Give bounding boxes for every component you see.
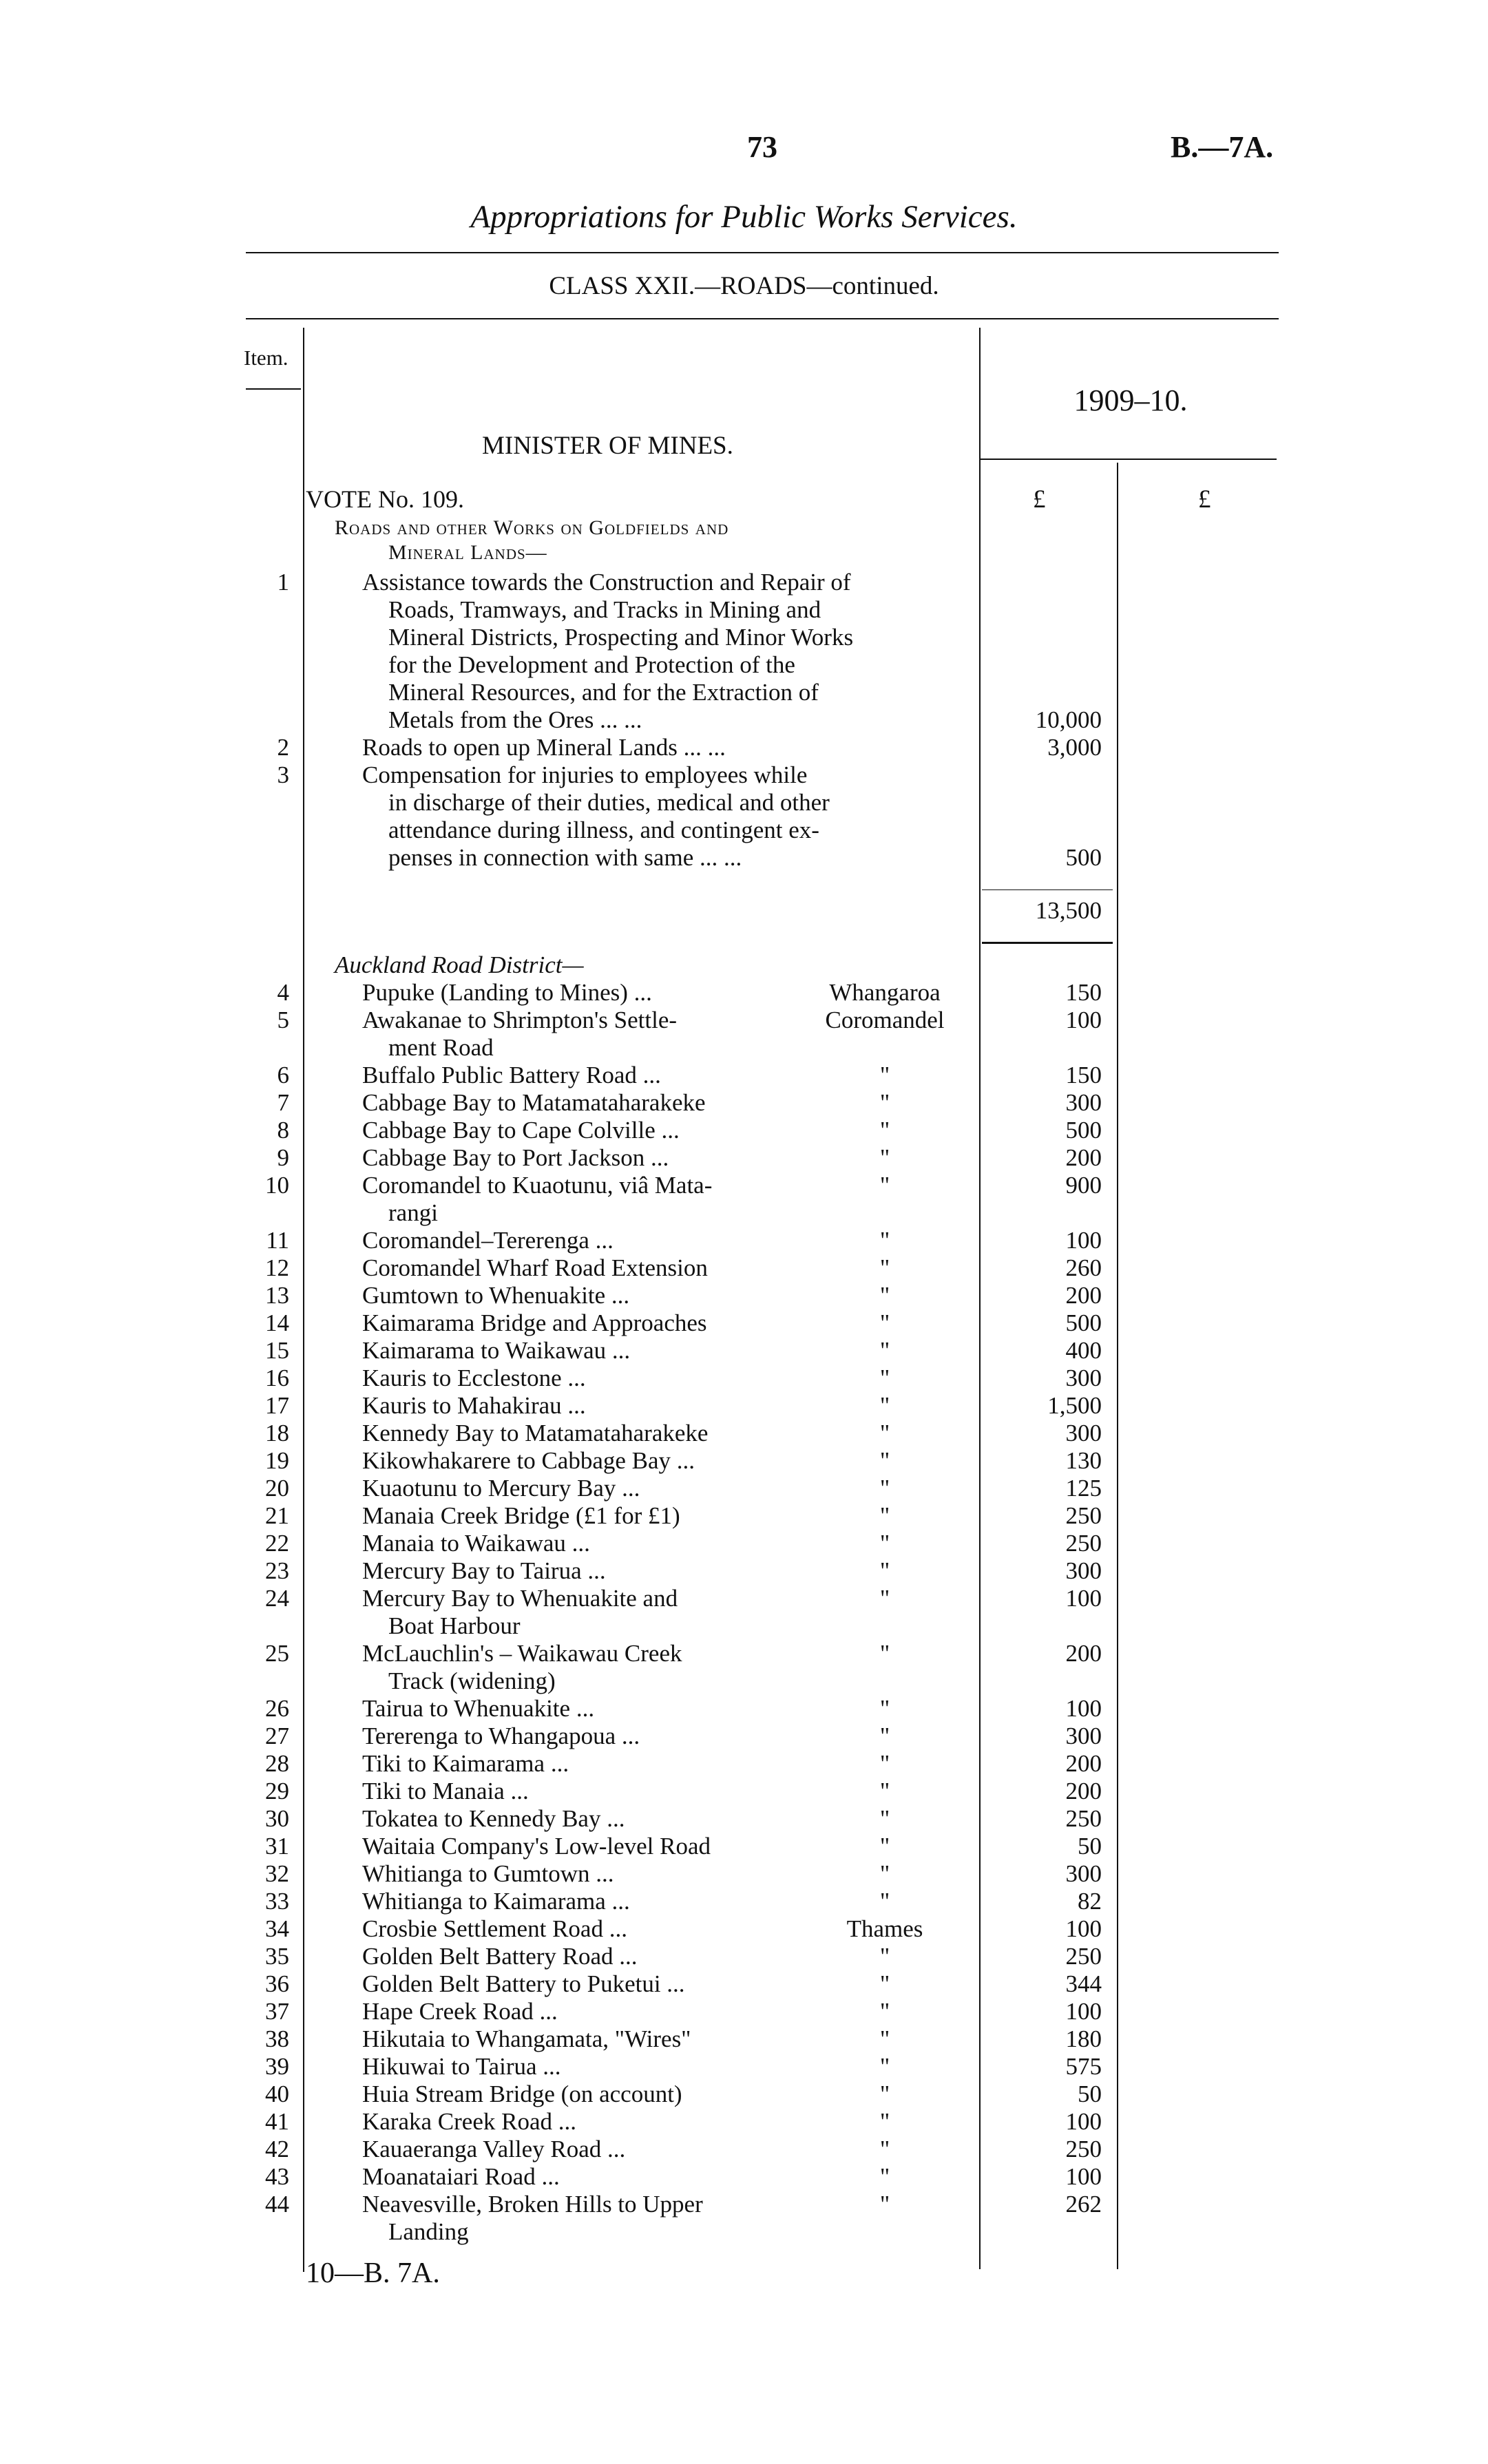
row-amount: 300 xyxy=(1065,1723,1102,1749)
row-description-continued: ment Road xyxy=(388,1034,494,1061)
year-header-rule xyxy=(981,459,1277,460)
vote-item-text-line: Assistance towards the Construction and Repair of xyxy=(362,569,851,596)
row-item-number: 23 xyxy=(265,1557,289,1584)
row-amount: 575 xyxy=(1065,2053,1102,2080)
row-district: " xyxy=(879,2053,890,2080)
row-description: Whitianga to Gumtown ... xyxy=(362,1860,614,1887)
row-amount: 344 xyxy=(1065,1970,1102,1997)
footer-signature: 10—B. 7A. xyxy=(306,2257,440,2289)
row-district: " xyxy=(879,1254,890,1281)
district-heading: Auckland Road District— xyxy=(335,951,584,978)
vote-item-text-line: penses in connection with same ... ... xyxy=(388,844,742,871)
row-district: " xyxy=(879,1805,890,1832)
row-district: " xyxy=(879,1227,890,1254)
row-description: Kaimarama Bridge and Approaches xyxy=(362,1309,707,1336)
row-amount: 150 xyxy=(1065,1062,1102,1088)
row-description: Tererenga to Whangapoua ... xyxy=(362,1723,640,1749)
row-amount: 200 xyxy=(1065,1144,1102,1171)
row-description: Golden Belt Battery to Puketui ... xyxy=(362,1970,685,1997)
page-title: Appropriations for Public Works Services. xyxy=(470,199,1018,235)
row-district: " xyxy=(879,1557,890,1584)
row-district: " xyxy=(879,1144,890,1171)
row-item-number: 41 xyxy=(265,2108,289,2135)
row-item-number: 4 xyxy=(277,979,289,1006)
row-item-number: 38 xyxy=(265,2025,289,2052)
row-description: Hape Creek Road ... xyxy=(362,1998,558,2025)
row-item-number: 30 xyxy=(265,1805,289,1832)
vote-heading-line-1: Roads and other Works on Goldfields and xyxy=(335,516,729,539)
row-amount: 300 xyxy=(1065,1365,1102,1391)
row-description: Kuaotunu to Mercury Bay ... xyxy=(362,1475,640,1502)
row-amount: 100 xyxy=(1065,1585,1102,1612)
row-item-number: 20 xyxy=(265,1475,289,1502)
row-item-number: 6 xyxy=(277,1062,289,1088)
row-description: Tairua to Whenuakite ... xyxy=(362,1695,595,1722)
vote-item-number: 2 xyxy=(277,734,289,761)
row-description-continued: Boat Harbour xyxy=(388,1612,521,1639)
row-item-number: 29 xyxy=(265,1778,289,1804)
row-description: Tiki to Kaimarama ... xyxy=(362,1750,569,1777)
row-district: " xyxy=(879,1970,890,1997)
row-amount: 200 xyxy=(1065,1750,1102,1777)
vote-item-text-line: Mineral Districts, Prospecting and Minor Works xyxy=(388,624,854,651)
row-district: " xyxy=(879,1640,890,1667)
row-description: Huia Stream Bridge (on account) xyxy=(362,2081,682,2107)
row-amount: 250 xyxy=(1065,1530,1102,1557)
row-description: Tokatea to Kennedy Bay ... xyxy=(362,1805,625,1832)
row-district: " xyxy=(879,1309,890,1336)
class-title: CLASS XXII.—ROADS—continued. xyxy=(549,272,939,300)
row-description: Coromandel–Tererenga ... xyxy=(362,1227,614,1254)
row-district: " xyxy=(879,1172,890,1199)
row-district: " xyxy=(879,1888,890,1915)
row-district: Whangaroa xyxy=(829,979,941,1006)
vote-item-amount: 500 xyxy=(1065,844,1102,871)
row-district: " xyxy=(879,1502,890,1529)
row-amount: 250 xyxy=(1065,1943,1102,1970)
vote-item-text-line: Roads to open up Mineral Lands ... ... xyxy=(362,734,726,761)
currency-label-2: £ xyxy=(1198,485,1211,514)
row-amount: 100 xyxy=(1065,1915,1102,1942)
row-district: Coromandel xyxy=(825,1007,945,1033)
row-description: Cabbage Bay to Cape Colville ... xyxy=(362,1117,680,1144)
row-district: " xyxy=(879,1447,890,1474)
row-item-number: 12 xyxy=(265,1254,289,1281)
row-item-number: 37 xyxy=(265,1998,289,2025)
vote-total: 13,500 xyxy=(1035,897,1102,924)
row-description: Coromandel Wharf Road Extension xyxy=(362,1254,708,1281)
row-amount: 200 xyxy=(1065,1778,1102,1804)
row-item-number: 22 xyxy=(265,1530,289,1557)
row-description: Kauris to Ecclestone ... xyxy=(362,1365,586,1391)
vote-item-text-line: for the Development and Protection of the xyxy=(388,651,795,678)
row-district: Thames xyxy=(846,1915,923,1942)
row-item-number: 31 xyxy=(265,1833,289,1860)
row-amount: 300 xyxy=(1065,1420,1102,1446)
row-amount: 260 xyxy=(1065,1254,1102,1281)
row-description: Kaimarama to Waikawau ... xyxy=(362,1337,631,1364)
row-description: Kikowhakarere to Cabbage Bay ... xyxy=(362,1447,695,1474)
row-item-number: 24 xyxy=(265,1585,289,1612)
vote-item-text-line: Mineral Resources, and for the Extraction of xyxy=(388,679,819,706)
row-district: " xyxy=(879,1337,890,1364)
row-amount: 500 xyxy=(1065,1117,1102,1144)
row-description: Kauris to Mahakirau ... xyxy=(362,1392,586,1419)
row-item-number: 43 xyxy=(265,2163,289,2190)
row-amount: 100 xyxy=(1065,2163,1102,2190)
row-district: " xyxy=(879,1943,890,1970)
row-item-number: 16 xyxy=(265,1365,289,1391)
row-amount: 50 xyxy=(1078,1833,1102,1860)
row-district: " xyxy=(879,1420,890,1446)
row-district: " xyxy=(879,1365,890,1391)
row-item-number: 19 xyxy=(265,1447,289,1474)
row-description-continued: rangi xyxy=(388,1199,438,1226)
row-amount: 150 xyxy=(1065,979,1102,1006)
vote-heading-line-2: Mineral Lands— xyxy=(388,541,547,564)
title-rule xyxy=(246,252,1279,253)
row-district: " xyxy=(879,1778,890,1804)
row-item-number: 18 xyxy=(265,1420,289,1446)
row-item-number: 27 xyxy=(265,1723,289,1749)
row-description: Tiki to Manaia ... xyxy=(362,1778,529,1804)
row-description: Crosbie Settlement Road ... xyxy=(362,1915,627,1942)
row-item-number: 10 xyxy=(265,1172,289,1199)
row-item-number: 17 xyxy=(265,1392,289,1419)
row-amount: 250 xyxy=(1065,1805,1102,1832)
row-description: Mercury Bay to Whenuakite and xyxy=(362,1585,678,1612)
row-description: Cabbage Bay to Port Jackson ... xyxy=(362,1144,669,1171)
row-amount: 130 xyxy=(1065,1447,1102,1474)
row-item-number: 14 xyxy=(265,1309,289,1336)
row-district: " xyxy=(879,1998,890,2025)
row-item-number: 39 xyxy=(265,2053,289,2080)
row-item-number: 42 xyxy=(265,2136,289,2162)
row-district: " xyxy=(879,1062,890,1088)
vote-item-text-line: Roads, Tramways, and Tracks in Mining and xyxy=(388,596,821,623)
row-description: Buffalo Public Battery Road ... xyxy=(362,1062,661,1088)
row-amount: 250 xyxy=(1065,1502,1102,1529)
row-item-number: 15 xyxy=(265,1337,289,1364)
row-item-number: 34 xyxy=(265,1915,289,1942)
row-district: " xyxy=(879,2108,890,2135)
row-description-continued: Track (widening) xyxy=(388,1667,556,1694)
row-district: " xyxy=(879,1530,890,1557)
row-description: Pupuke (Landing to Mines) ... xyxy=(362,979,652,1006)
vote-item-amount: 10,000 xyxy=(1035,706,1102,733)
row-amount: 100 xyxy=(1065,1695,1102,1722)
row-district: " xyxy=(879,1695,890,1722)
vote-number: VOTE No. 109. xyxy=(306,485,464,513)
row-amount: 300 xyxy=(1065,1860,1102,1887)
row-item-number: 33 xyxy=(265,1888,289,1915)
minister-heading: MINISTER OF MINES. xyxy=(482,432,733,460)
row-description: Whitianga to Kaimarama ... xyxy=(362,1888,630,1915)
row-description: Cabbage Bay to Matamataharakeke xyxy=(362,1089,706,1116)
currency-label-1: £ xyxy=(1033,485,1046,514)
vote-item-text-line: attendance during illness, and contingent ex- xyxy=(388,817,819,843)
row-district: " xyxy=(879,1117,890,1144)
vote-item-text-line: Metals from the Ores ... ... xyxy=(388,706,642,733)
row-description: Waitaia Company's Low-level Road xyxy=(362,1833,711,1860)
page-number: 73 xyxy=(747,130,777,164)
row-description: Golden Belt Battery Road ... xyxy=(362,1943,638,1970)
row-item-number: 5 xyxy=(277,1007,289,1033)
row-amount: 500 xyxy=(1065,1309,1102,1336)
row-amount: 300 xyxy=(1065,1557,1102,1584)
row-amount: 200 xyxy=(1065,1282,1102,1309)
row-amount: 262 xyxy=(1065,2191,1102,2218)
row-district: " xyxy=(879,1392,890,1419)
row-amount: 400 xyxy=(1065,1337,1102,1364)
item-column-divider xyxy=(303,328,304,2272)
row-district: " xyxy=(879,2136,890,2162)
vote-item-text-line: Compensation for injuries to employees while xyxy=(362,761,808,788)
subtotal-rule-top xyxy=(982,889,1113,890)
row-amount: 900 xyxy=(1065,1172,1102,1199)
row-description: Kennedy Bay to Matamataharakeke xyxy=(362,1420,709,1446)
row-item-number: 32 xyxy=(265,1860,289,1887)
row-item-number: 9 xyxy=(277,1144,289,1171)
row-item-number: 40 xyxy=(265,2081,289,2107)
row-description: Kauaeranga Valley Road ... xyxy=(362,2136,626,2162)
row-description: Hikutaia to Whangamata, "Wires" xyxy=(362,2025,691,2052)
row-district: " xyxy=(879,2081,890,2107)
row-item-number: 28 xyxy=(265,1750,289,1777)
row-description: Gumtown to Whenuakite ... xyxy=(362,1282,630,1309)
row-item-number: 25 xyxy=(265,1640,289,1667)
row-item-number: 7 xyxy=(277,1089,289,1116)
row-district: " xyxy=(879,2163,890,2190)
vote-item-amount: 3,000 xyxy=(1047,734,1102,761)
vote-item-text-line: in discharge of their duties, medical and other xyxy=(388,789,830,816)
row-amount: 50 xyxy=(1078,2081,1102,2107)
row-district: " xyxy=(879,1475,890,1502)
row-description: Moanataiari Road ... xyxy=(362,2163,560,2190)
row-description: Hikuwai to Tairua ... xyxy=(362,2053,561,2080)
item-column-header: Item. xyxy=(244,346,289,370)
row-item-number: 8 xyxy=(277,1117,289,1144)
vote-item-number: 3 xyxy=(277,761,289,788)
row-item-number: 21 xyxy=(265,1502,289,1529)
row-amount: 1,500 xyxy=(1047,1392,1102,1419)
row-district: " xyxy=(879,2191,890,2218)
row-description: Mercury Bay to Tairua ... xyxy=(362,1557,606,1584)
row-amount: 200 xyxy=(1065,1640,1102,1667)
row-district: " xyxy=(879,2025,890,2052)
row-item-number: 36 xyxy=(265,1970,289,1997)
row-description: Karaka Creek Road ... xyxy=(362,2108,576,2135)
row-amount: 100 xyxy=(1065,1227,1102,1254)
row-amount: 100 xyxy=(1065,2108,1102,2135)
row-description: Neavesville, Broken Hills to Upper xyxy=(362,2191,703,2218)
row-description-continued: Landing xyxy=(388,2218,469,2245)
row-district: " xyxy=(879,1585,890,1612)
row-amount: 100 xyxy=(1065,1998,1102,2025)
row-amount: 125 xyxy=(1065,1475,1102,1502)
item-header-rule xyxy=(246,388,301,390)
row-district: " xyxy=(879,1282,890,1309)
row-description: McLauchlin's – Waikawau Creek xyxy=(362,1640,682,1667)
row-item-number: 26 xyxy=(265,1695,289,1722)
row-amount: 180 xyxy=(1065,2025,1102,2052)
subtotal-rule-bottom xyxy=(982,942,1113,944)
second-amount-divider xyxy=(1117,463,1118,2269)
row-district: " xyxy=(879,1860,890,1887)
row-amount: 300 xyxy=(1065,1089,1102,1116)
year-column-header: 1909–10. xyxy=(1073,383,1188,417)
row-description: Coromandel to Kuaotunu, viâ Mata- xyxy=(362,1172,713,1199)
row-district: " xyxy=(879,1723,890,1749)
vote-item-number: 1 xyxy=(277,569,289,596)
document-reference: B.—7A. xyxy=(1171,130,1274,164)
row-district: " xyxy=(879,1750,890,1777)
row-description: Awakanae to Shrimpton's Settle- xyxy=(362,1007,678,1033)
row-item-number: 44 xyxy=(265,2191,289,2218)
row-item-number: 35 xyxy=(265,1943,289,1970)
row-item-number: 11 xyxy=(266,1227,289,1254)
row-description: Manaia to Waikawau ... xyxy=(362,1530,590,1557)
row-district: " xyxy=(879,1833,890,1860)
row-amount: 100 xyxy=(1065,1007,1102,1033)
row-amount: 82 xyxy=(1078,1888,1102,1915)
class-rule xyxy=(246,318,1279,319)
row-item-number: 13 xyxy=(265,1282,289,1309)
row-amount: 250 xyxy=(1065,2136,1102,2162)
row-district: " xyxy=(879,1089,890,1116)
row-description: Manaia Creek Bridge (£1 for £1) xyxy=(362,1502,680,1529)
